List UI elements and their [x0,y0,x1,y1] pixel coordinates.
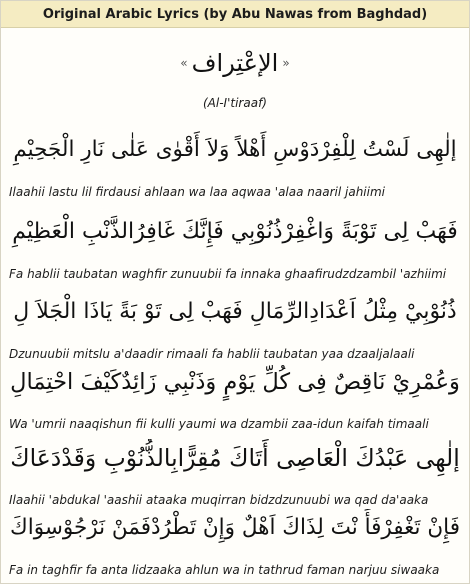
verse-transliteration-3: Dzunuubii mitslu a'daadir rimaali fa hablii taubatan yaa dzaaljalaali [9,347,415,361]
verse-transliteration-5: Ilaahii 'abdukal 'aashii ataaka muqirran bidzdzunuubi wa qad da'aaka [9,493,429,507]
verse-arabic-5: إلٰهِى عَبْدُكَ الْعَاصِى أَتَاكَ مُقِرًّابِالذُّنُوْبِ وَقَدْدَعَاكَ [10,444,460,472]
verse-transliteration-4: Wa 'umrii naaqishun fii kulli yaumi wa dzambii zaa-idun kaifah timaali [9,417,429,431]
verse-arabic-4: وَعُمْرِيْ نَاقِصٌ فِى كُلِّ يَوْمٍ وَذَنْبِي زَائِدٌكَيْفَ احْتِمَالِ [10,369,460,395]
ornament-right-icon: » [282,56,290,70]
ornament-left-icon: « [180,56,188,70]
poem-title-transliteration: (Al-I'tiraaf) [203,96,267,110]
verse-transliteration-2: Fa hablii taubatan waghfir zunuubii fa innaka ghaafirudzdzambil 'azhiimi [9,267,447,281]
verse-arabic-2: فَهَبْ لِى تَوْبَةً وَاغْفِرْذُنُوْبِي فَإِنَّكَ غَافِرُالذَّنْبِ الْعَظِيْمِ [12,219,458,244]
panel-header [1,1,469,28]
poem-title-arabic [1,45,469,81]
verse-arabic-3: ذُنُوْبِيْ مِثْلُ اَعْدَادِالرِّمَالِ فَهَبْ لِى تَوْ بَةً يَاذَا الْجَلاَ لِ [13,299,457,324]
verse-transliteration-1: Ilaahii lastu lil firdausi ahlaan wa laa aqwaa 'alaa naaril jahiimi [9,185,385,199]
panel-header-title: Original Arabic Lyrics (by Abu Nawas from Baghdad) [42,6,428,22]
verse-arabic-1: إلٰهِى لَسْتُ لِلْفِرْدَوْسِ أَهْلاً وَلاَ أَقْوٰى عَلٰى نَارِ الْجَحِيْمِ [13,137,457,162]
poem-title-text: الإعْتِراف [191,49,279,77]
verse-transliteration-6: Fa in taghfir fa anta lidzaaka ahlun wa in tathrud faman narjuu siwaaka [9,563,440,577]
verse-arabic-6: فَإِنْ تَغْفِرْفَأَ نْتَ لِذَاكَ اَهْلٌ وَإِنْ تَطْرُدْفَمَنْ نَرْجُوْسِوَاكَ [10,515,460,540]
